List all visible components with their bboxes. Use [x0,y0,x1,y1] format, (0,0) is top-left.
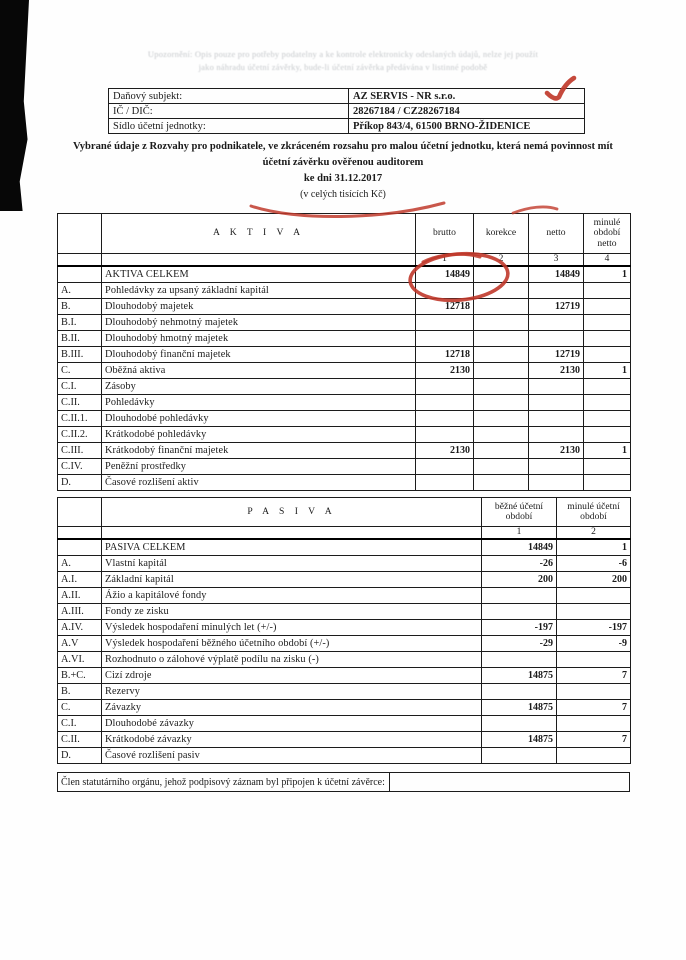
cell-brutto: 12718 [416,299,474,315]
cell-name: PASIVA CELKEM [102,539,482,556]
cell-netto [529,475,584,491]
cell-korekce [474,427,529,443]
table-row [58,266,631,283]
cell-previous: 7 [557,668,631,684]
cell-minule [584,347,631,363]
aktiva-col-number-4: 4 [584,254,631,267]
cell-code: A.III. [58,604,102,620]
table-row [58,443,631,459]
cell-name: Krátkodobé pohledávky [102,427,416,443]
cell-name: Vlastní kapitál [102,556,482,572]
cell-name: Dlouhodobý finanční majetek [102,347,416,363]
table-row [58,283,631,299]
cell-korekce [474,315,529,331]
table-row [58,475,631,491]
cell-code: A.V [58,636,102,652]
aktiva-col-number-3: 3 [529,254,584,267]
table-row [58,539,631,556]
cell-minule [584,283,631,299]
table-row [58,620,631,636]
cell-current: 14849 [482,539,557,556]
watermark-disclaimer [0,48,686,74]
cell-korekce [474,266,529,283]
cell-brutto: 14849 [416,266,474,283]
cell-netto: 2130 [529,443,584,459]
aktiva-title: A K T I V A [102,214,416,254]
cell-minule [584,411,631,427]
table-row [109,119,585,134]
cell-code: C.III. [58,443,102,459]
cell-brutto [416,459,474,475]
signature-empty-cell [390,773,630,792]
cell-code [58,266,102,283]
table-row [58,588,631,604]
cell-name: Rozhodnuto o zálohové výplatě podílu na zisku (-) [102,652,482,668]
cell-value: 28267184 / CZ28267184 [349,104,585,119]
cell-previous [557,716,631,732]
cell-netto [529,427,584,443]
cell-previous [557,684,631,700]
cell-korekce [474,379,529,395]
cell-previous: -9 [557,636,631,652]
cell-code: C.IV. [58,459,102,475]
cell-previous [557,652,631,668]
signature-row [58,773,630,792]
cell-minule [584,475,631,491]
signature-footer [57,772,630,792]
cell-korekce [474,459,529,475]
cell-korekce [474,283,529,299]
cell-name: Pohledávky [102,395,416,411]
cell-minule [584,299,631,315]
cell-name: Časové rozlišení pasiv [102,748,482,764]
cell-code: B.+C. [58,668,102,684]
cell-korekce [474,443,529,459]
table-row [58,427,631,443]
cell-brutto [416,411,474,427]
cell-code: D. [58,748,102,764]
pasiva-body [58,539,631,764]
cell-netto [529,331,584,347]
cell-code: C. [58,700,102,716]
aktiva-col-korekce: korekce [474,214,529,254]
cell-minule [584,427,631,443]
aktiva-body [58,266,631,491]
pasiva-num-blank-1 [58,527,102,540]
signature-label: Člen statutárního orgánu, jehož podpisový záznam byl připojen k účetní závěrce: [58,773,390,792]
cell-name: Závazky [102,700,482,716]
table-row [58,668,631,684]
cell-name: Dlouhodobé závazky [102,716,482,732]
aktiva-header-row [58,214,631,254]
cell-label: Sídlo účetní jednotky: [109,119,349,134]
cell-previous: 200 [557,572,631,588]
cell-brutto [416,331,474,347]
table-row [58,395,631,411]
cell-name: Cizí zdroje [102,668,482,684]
pasiva-header-row [58,498,631,527]
cell-previous: -197 [557,620,631,636]
cell-previous [557,748,631,764]
cell-code: A. [58,556,102,572]
cell-name: Výsledek hospodaření minulých let (+/-) [102,620,482,636]
table-row [58,556,631,572]
cell-netto: 14849 [529,266,584,283]
cell-code: A.II. [58,588,102,604]
cell-name: Pohledávky za upsaný základní kapitál [102,283,416,299]
cell-name: Fondy ze zisku [102,604,482,620]
cell-current: 14875 [482,732,557,748]
table-row [58,604,631,620]
cell-code: A.I. [58,572,102,588]
cell-previous: -6 [557,556,631,572]
cell-korekce [474,363,529,379]
cell-name: Oběžná aktiva [102,363,416,379]
cell-code: D. [58,475,102,491]
cell-korekce [474,475,529,491]
table-row [58,347,631,363]
cell-name: Dlouhodobý majetek [102,299,416,315]
document-title-block [0,139,686,202]
cell-korekce [474,331,529,347]
table-row [58,459,631,475]
cell-name: Dlouhodobé pohledávky [102,411,416,427]
aktiva-col-netto: netto [529,214,584,254]
aktiva-num-blank-1 [58,254,102,267]
cell-code: C.II.2. [58,427,102,443]
cell-minule [584,395,631,411]
cell-name: Peněžní prostředky [102,459,416,475]
cell-netto: 12719 [529,299,584,315]
cell-code: C. [58,363,102,379]
aktiva-col-number-1: 1 [416,254,474,267]
cell-name: Dlouhodobý nehmotný majetek [102,315,416,331]
watermark-line-2: jako náhradu účetní závěrky, bude-li účetní závěrka předávána v listinné podobě [198,62,488,72]
cell-netto [529,395,584,411]
table-row [58,411,631,427]
cell-brutto [416,379,474,395]
table-row [58,299,631,315]
table-row [58,716,631,732]
cell-code: B.II. [58,331,102,347]
cell-code: C.II.1. [58,411,102,427]
cell-minule: 1 [584,363,631,379]
cell-brutto: 2130 [416,443,474,459]
cell-previous: 1 [557,539,631,556]
table-row [58,572,631,588]
cell-minule [584,459,631,475]
cell-current: -26 [482,556,557,572]
cell-name: Dlouhodobý hmotný majetek [102,331,416,347]
cell-current [482,684,557,700]
cell-name: Časové rozlišení aktiv [102,475,416,491]
aktiva-column-numbers-row [58,254,631,267]
cell-brutto [416,395,474,411]
watermark-line-1: Upozornění: Opis pouze pro potřeby podatelny a ke kontrole elektronicky odeslaných údajů, nelze jej použít [147,49,539,59]
cell-netto [529,315,584,331]
cell-current [482,748,557,764]
cell-netto [529,459,584,475]
cell-korekce [474,411,529,427]
cell-korekce [474,395,529,411]
cell-minule: 1 [584,443,631,459]
table-row [58,684,631,700]
cell-code: C.I. [58,379,102,395]
pasiva-code-header [58,498,102,527]
aktiva-col-number-2: 2 [474,254,529,267]
pasiva-col-number-1: 1 [482,527,557,540]
table-row [58,700,631,716]
cell-current [482,652,557,668]
cell-code: B.III. [58,347,102,363]
cell-current: 14875 [482,668,557,684]
cell-netto [529,411,584,427]
cell-korekce [474,347,529,363]
cell-netto: 2130 [529,363,584,379]
cell-brutto [416,427,474,443]
cell-previous [557,588,631,604]
cell-code: C.II. [58,395,102,411]
cell-previous: 7 [557,732,631,748]
cell-previous [557,604,631,620]
cell-current: 200 [482,572,557,588]
cell-code: B. [58,684,102,700]
cell-name: Základní kapitál [102,572,482,588]
cell-netto [529,283,584,299]
aktiva-col-brutto: brutto [416,214,474,254]
pasiva-table [57,497,631,764]
table-row [58,652,631,668]
cell-name: Rezervy [102,684,482,700]
document-title-line-1: Vybrané údaje z Rozvahy pro podnikatele, ve zkráceném rozsahu pro malou účetní jednotku, která nemá povinnost mít [73,141,613,152]
table-row [58,636,631,652]
document-title-line-2: účetní závěrku ověřenou auditorem [262,157,424,168]
cell-minule [584,315,631,331]
cell-code: C.I. [58,716,102,732]
cell-current [482,604,557,620]
table-row [58,315,631,331]
cell-name: Zásoby [102,379,416,395]
cell-brutto [416,475,474,491]
pasiva-col-number-2: 2 [557,527,631,540]
cell-netto [529,379,584,395]
cell-value: AZ SERVIS - NR s.r.o. [349,89,585,104]
pasiva-column-numbers-row [58,527,631,540]
cell-previous: 7 [557,700,631,716]
cell-label: Daňový subjekt: [109,89,349,104]
cell-current: -29 [482,636,557,652]
pasiva-title: P A S I V A [102,498,482,527]
cell-brutto [416,283,474,299]
cell-netto: 12719 [529,347,584,363]
table-row [58,732,631,748]
cell-code: A.VI. [58,652,102,668]
cell-minule [584,331,631,347]
cell-label: IČ / DIČ: [109,104,349,119]
cell-current [482,716,557,732]
pasiva-num-blank-2 [102,527,482,540]
cell-current [482,588,557,604]
table-row [58,379,631,395]
subject-meta-body [109,89,585,134]
aktiva-col-minule: minulé období netto [584,214,631,254]
cell-value: Příkop 843/4, 61500 BRNO-ŽIDENICE [349,119,585,134]
cell-name: Krátkodobý finanční majetek [102,443,416,459]
subject-meta-table [108,88,585,134]
cell-name: Výsledek hospodaření běžného účetního období (+/-) [102,636,482,652]
table-row [109,89,585,104]
cell-brutto: 12718 [416,347,474,363]
cell-code: B. [58,299,102,315]
aktiva-code-header [58,214,102,254]
cell-name: AKTIVA CELKEM [102,266,416,283]
table-row [58,748,631,764]
cell-korekce [474,299,529,315]
cell-code: B.I. [58,315,102,331]
cell-minule: 1 [584,266,631,283]
cell-code: A.IV. [58,620,102,636]
aktiva-table [57,213,631,491]
pasiva-col-previous: minulé účetní období [557,498,631,527]
cell-current: 14875 [482,700,557,716]
aktiva-num-blank-2 [102,254,416,267]
cell-name: Ážio a kapitálové fondy [102,588,482,604]
cell-current: -197 [482,620,557,636]
table-row [109,104,585,119]
cell-code [58,539,102,556]
cell-code: A. [58,283,102,299]
document-date-line: ke dni 31.12.2017 [303,173,383,184]
cell-code: C.II. [58,732,102,748]
table-row [58,363,631,379]
cell-minule [584,379,631,395]
pasiva-col-current: běžné účetní období [482,498,557,527]
table-row [58,331,631,347]
cell-brutto: 2130 [416,363,474,379]
cell-brutto [416,315,474,331]
cell-name: Krátkodobé závazky [102,732,482,748]
document-units-line: (v celých tisících Kč) [300,189,386,200]
